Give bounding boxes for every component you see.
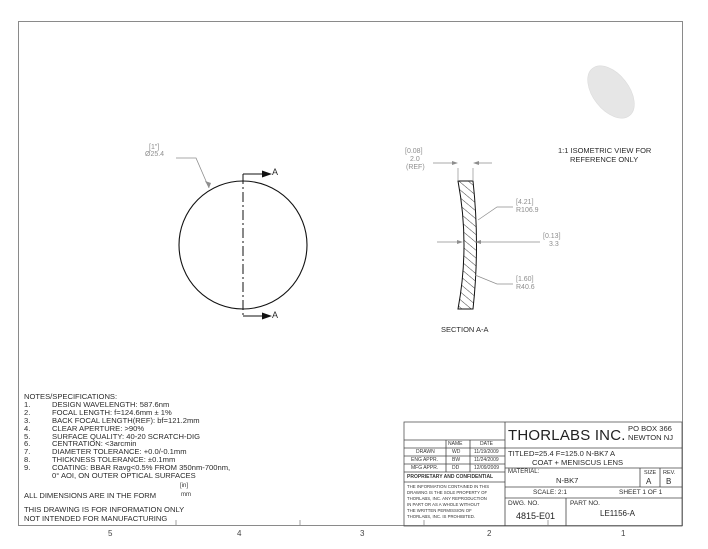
edge-mm: 3.3 (549, 241, 559, 248)
front-view (176, 158, 307, 320)
note-item: 9. COATING: BBAR Ravg<0.5% FROM 350nm-700nm, (24, 463, 231, 473)
notes-block (24, 393, 230, 480)
part-no-value: LE1156-A (600, 509, 635, 518)
material-label: MATERIAL: (508, 469, 540, 475)
sheet: SHEET 1 OF 1 (619, 489, 663, 496)
note-item: 3. BACK FOCAL LENGTH(REF): bf=121.2mm (24, 415, 200, 425)
size-label: SIZE (644, 470, 657, 476)
r1-inch: [4.21] (516, 199, 534, 206)
zone-label: 4 (237, 529, 242, 538)
title-line2: COAT + MENISCUS LENS (532, 458, 624, 467)
info-only-line1: THIS DRAWING IS FOR INFORMATION ONLY (24, 505, 185, 514)
material-value: N-BK7 (556, 476, 579, 485)
section-view-label: SECTION A-A (441, 325, 489, 334)
rev-label: REV. (663, 470, 676, 476)
section-arrow-bottom (262, 313, 272, 320)
info-only-line2: NOT INTENDED FOR MANUFACTURING (24, 514, 168, 523)
note-item: 7. DIAMETER TOLERANCE: +0.0/-0.1mm (24, 447, 187, 457)
note-item: 2. FOCAL LENGTH: f=124.6mm ± 1% (24, 407, 172, 417)
units-statement: ALL DIMENSIONS ARE IN THE FORM (24, 491, 157, 500)
company-name: THORLABS INC. (508, 427, 626, 444)
rev-value: B (666, 477, 672, 486)
thickness-inch: [0.08] (405, 148, 423, 155)
mfg-date: 12/09/2009 (474, 465, 500, 471)
border-ticks (176, 520, 548, 526)
eng-date: 11/24/2009 (474, 457, 499, 463)
section-label-bottom: A (272, 310, 279, 320)
drawn-role: DRAWN (416, 449, 435, 455)
note-item: 4. CLEAR APERTURE: >90% (24, 423, 145, 433)
r2-leader (475, 275, 513, 284)
eng-name: BW (452, 457, 461, 463)
zone-label: 5 (108, 529, 113, 538)
proprietary-line: THE WRITTEN PERMISSION OF (407, 508, 472, 513)
lens-cross-section (458, 181, 477, 309)
section-arrow-top (262, 171, 272, 178)
units-mm: mm (181, 492, 191, 498)
note-item: 8. THICKNESS TOLERANCE: ±0.1mm (24, 455, 176, 465)
dwg-no-label: DWG. NO. (508, 500, 540, 507)
notes-heading: NOTES/SPECIFICATIONS: (24, 392, 118, 401)
note-item: 6. CENTRATION: <3arcmin (24, 439, 137, 449)
zone-label: 1 (621, 529, 626, 538)
eng-role: ENG APPR. (411, 457, 438, 463)
proprietary-line: THORLABS, INC. IS PROHIBITED. (407, 514, 476, 519)
diameter-leader (176, 158, 209, 188)
size-value: A (646, 477, 652, 486)
units-inch: [in] (180, 483, 189, 489)
zone-label: 2 (487, 529, 492, 538)
proprietary-line: THORLABS, INC. ANY REPRODUCTION (407, 496, 487, 501)
proprietary-heading: PROPRIETARY AND CONFIDENTIAL (407, 474, 494, 480)
drawn-name: WD (452, 449, 461, 455)
scale: SCALE: 2:1 (533, 489, 567, 496)
r1-leader (478, 207, 513, 220)
zone-label: 3 (360, 529, 365, 538)
title-label: TITLE: (508, 449, 531, 458)
mfg-role: MFG APPR. (411, 465, 439, 471)
hdr-name: NAME (448, 441, 463, 447)
r1-mm: R106.9 (516, 207, 539, 214)
hdr-date: DATE (480, 441, 493, 447)
company-address-2: NEWTON NJ (628, 433, 673, 442)
title-line1: D=25.4 F=125.0 N-BK7 A (529, 449, 616, 458)
edge-inch: [0.13] (543, 233, 561, 240)
part-no-label: PART NO. (570, 500, 600, 507)
note-item: 5. SURFACE QUALITY: 40-20 SCRATCH-DIG (24, 431, 200, 441)
thickness-mm: 2.0 (410, 156, 420, 163)
r2-mm: R40.6 (516, 284, 535, 291)
iso-lens (578, 57, 643, 126)
diameter-mm: Ø25.4 (145, 151, 165, 158)
note-item: 0° AOI, ON OUTER OPTICAL SURFACES (52, 471, 196, 481)
proprietary-line: THE INFORMATION CONTAINED IN THIS (407, 484, 490, 489)
company-address-1: PO BOX 366 (628, 424, 672, 433)
isometric-view (578, 57, 643, 126)
thickness-ref: (REF) (406, 164, 425, 171)
iso-label-line2: REFERENCE ONLY (570, 155, 639, 164)
section-label-top: A (272, 167, 279, 177)
proprietary-line: IN PART OR AS A WHOLE WITHOUT (407, 502, 480, 507)
proprietary-line: DRAWING IS THE SOLE PROPERTY OF (407, 490, 488, 495)
mfg-name: DD (452, 465, 460, 471)
diameter-inch: [1"] (149, 144, 160, 151)
iso-label-line1: 1:1 ISOMETRIC VIEW FOR (558, 146, 652, 155)
drawn-date: 11/19/2009 (474, 449, 499, 455)
dwg-no-value: 4815-E01 (516, 511, 556, 521)
note-item: 1. DESIGN WAVELENGTH: 587.6nm (24, 399, 170, 409)
r2-inch: [1.60] (516, 276, 534, 283)
